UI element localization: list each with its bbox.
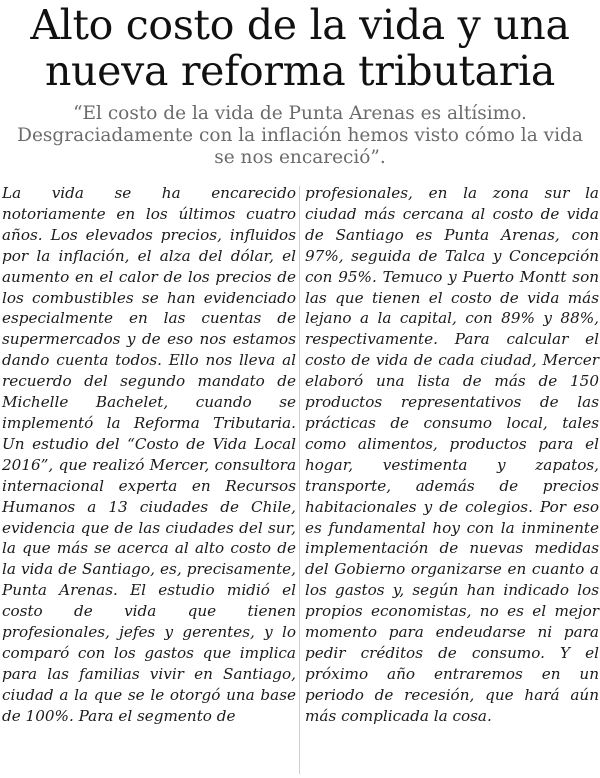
column-divider <box>299 186 300 774</box>
body-column-right: profesionales, en la zona sur la ciudad más cercana al costo de vida de Santiago es Punta Arenas, con 97%, seguida de Talca y Concepción con 95%. Temuco y Puerto Montt son las que tienen el costo de vida más lejano a la capital, con 89% y 88%, respectivamente. Para calcular el costo de vida de cada ciudad, Mercer elaboró una lista de más de 150 productos representativos de las prácticas de consumo local, tales como alimentos, productos para el hogar, vestimenta y zapatos, transporte, además de precios habitacionales y de colegios. Por eso es fundamental hoy con la inminente implementación de nuevas medidas del Gobierno organizarse en cuanto a los gastos y, según han indicado los propios economistas, no es el mejor momento para endeudarse ni para pedir créditos de consumo. Y el próximo año entraremos en un periodo de recesión, que hará aún más complicada la cosa. <box>305 184 599 725</box>
headline: Alto costo de la vida y una nueva reforma tributaria <box>30 1 570 95</box>
pull-quote: “El costo de la vida de Punta Arenas es altísimo. Desgraciadamente con la inflación hemos visto cómo la vida se nos encareció”. <box>17 103 583 168</box>
body-column-left: La vida se ha encarecido notoriamente en los últimos cuatro años. Los elevados precios, influidos por la inflación, el alza del dólar, el aumento en el calor de los precios de los combustibles se han evidenciado especialmente en las cuentas de supermercados y de eso nos estamos dando cuenta todos. Ello nos lleva al recuerdo del segundo mandato de Michelle Bachelet, cuando se implementó la Reforma Tributaria. Un estudio del “Costo de Vida Local 2016”, que realizó Mercer, consultora internacional experta en Recursos Humanos a 13 ciudades de Chile, evidencia que de las ciudades del sur, la que más se acerca al alto costo de la vida de Santiago, es, precisamente, Punta Arenas. El estudio midió el costo de vida que tienen profesionales, jefes y gerentes, y lo comparó con los gastos que implica para las familias vivir en Santiago, ciudad a la que se le otorgó una base de 100%. Para el segmento de <box>2 184 296 725</box>
